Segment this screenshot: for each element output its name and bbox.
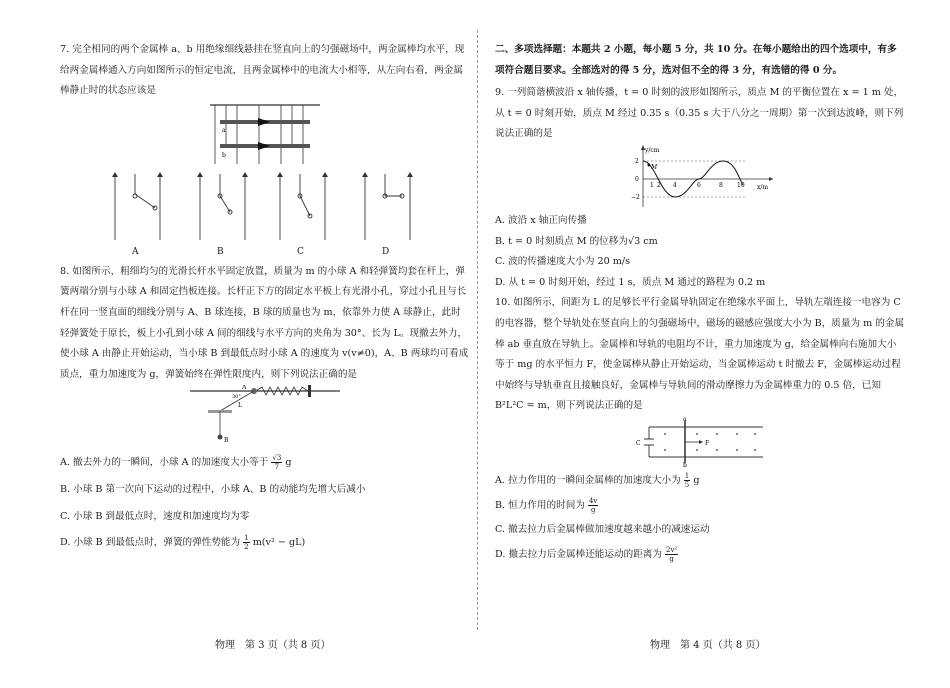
q9-xtick-8: 8 (719, 181, 723, 189)
q10-optD-fraction: $\frac{\text{2v²}}{g}$ (666, 545, 678, 563)
q9-xtick-2: 2 (657, 181, 661, 189)
q8-option-c[interactable]: C. 小球 B 到最低点时，速度和加速度均为零 (60, 510, 250, 522)
q10-optB-fraction: $\frac{4v}{g}$ (588, 496, 598, 514)
q10-label-c: C (636, 439, 641, 447)
q7-option-a[interactable]: A (132, 246, 139, 257)
q9-xlabel: x/m (757, 183, 769, 191)
q8-label-a: A (242, 385, 247, 392)
q7-option-letters (100, 242, 430, 258)
q8-option-d[interactable]: D. 小球 B 到最低点时，弹簧的弹性势能为 $\frac{1}{2}$ m(v² − gL) (60, 534, 306, 552)
question-7-text: 7. 完全相同的两个金属棒 a、b 用绝缘细线悬挂在竖直向上的匀强磁场中，两金属棒均水平，现给两金属棒通入方向如图所示的恒定电流，且两金属棒中的电流大小相等，从左向右看，两金属棒静止时的状态应该是 (60, 44, 465, 97)
q8-option-b[interactable]: B. 小球 B 第一次向下运动的过程中，小球 A、B 的动能均先增大后减小 (60, 483, 366, 495)
q10-label-b: b (683, 461, 687, 467)
q9-option-a[interactable]: A. 波沿 x 轴正向传播 (495, 214, 587, 226)
q8-label-b: B (224, 437, 229, 445)
q7-option-c[interactable]: C (297, 246, 304, 257)
q9-ytick-0: 0 (635, 175, 639, 183)
q10-label-f: F (705, 439, 710, 447)
question-9-text: 9. 一列简谐横波沿 x 轴传播，t = 0 时刻的波形如图所示，质点 M 的平衡位置在 x = 1 m 处，从 t = 0 时刻开始，质点 M 经过 0.35 s（0.35 s 大于八分之一周期）第一次到达波峰，则下列说法正确的是 (495, 87, 904, 140)
q9-wave-graph (625, 145, 775, 209)
right-page-footer: 物理 第 4 页（共 8 页） (650, 640, 766, 651)
q10-option-a[interactable]: A. 拉力作用的一瞬间金属棒的加速度大小为 $\frac{1}{5}$ g (495, 471, 700, 489)
q8-option-a[interactable]: A. 撤去外力的一瞬间，小球 A 的加速度大小等于 $\frac{√3}{7}$ g (60, 454, 292, 472)
q9-ytick-2: 2 (635, 157, 639, 165)
q7-option-b[interactable]: B (217, 246, 224, 257)
q10-option-c[interactable]: C. 撤去拉力后金属棒做加速度越来越小的减速运动 (495, 524, 710, 536)
column-divider (477, 30, 478, 630)
section-2-header: 二、多项选择题：本题共 2 小题，每小题 5 分，共 10 分。在每小题给出的四个选项中，有多项符合题目要求。全部选对的得 5 分，选对但不全的得 3 分，有选错的得 0 分。 (495, 44, 897, 76)
q10-rail-figure (635, 417, 765, 467)
q8-optA-fraction: $\frac{√3}{7}$ (272, 454, 282, 472)
q10-label-a: a (683, 416, 687, 423)
q7-label-a: a (222, 126, 226, 134)
right-column (495, 40, 905, 565)
q9-option-d[interactable]: D. 从 t = 0 时刻开始，经过 1 s，质点 M 通过的路程为 0.2 m (495, 276, 766, 288)
q7-label-b: b (222, 151, 226, 159)
q9-ylabel: y/cm (645, 146, 660, 154)
q10-option-d[interactable]: D. 撤去拉力后金属棒还能运动的距离为 $\frac{\text{2v²}}{g}$ (495, 545, 678, 563)
q10-option-b[interactable]: B. 恒力作用的时间为 $\frac{4v}{g}$ (495, 496, 598, 514)
q9-option-c[interactable]: C. 波的传播速度大小为 20 m/s (495, 256, 631, 268)
q9-xtick-1: 1 (650, 181, 654, 189)
question-8-text: 8. 如图所示，粗细均匀的光滑长杆水平固定放置，质量为 m 的小球 A 和轻弹簧均套在杆上，弹簧两端分别与小球 A 和固定挡板连接。长杆正下方的固定水平板上有光滑小孔，穿过小孔且与长杆在同一竖直面的细线分别与 A、B 球连接，B 球的质量也为 m，依靠外力使 A 球静止，此时轻弹簧处于原长，板上小孔到小球 A 间的细线与水平方向的夹角为 30°、长为 L。现撤去外力，使小球 A 由静止开始运动，当小球 B 到最低点时小球 A 的速度为 v(v≠0)，A、B 两球均可看成质点，重力加速度为 g，弹簧始终在弹性限度内，则下列说法正确的是 (60, 265, 469, 380)
q9-xtick-10: 10 (737, 181, 745, 189)
q8-spring-figure (190, 385, 340, 445)
q9-option-b[interactable]: B. t = 0 时刻质点 M 的位移为√3 cm (495, 235, 658, 247)
q9-xtick-6: 6 (697, 181, 701, 189)
q9-point-m: M (651, 163, 658, 171)
q9-xtick-4: 4 (673, 181, 677, 189)
q7-option-d[interactable]: D (382, 246, 390, 257)
q7-magnetic-field-figure (210, 102, 320, 164)
q8-optD-fraction: $\frac{1}{2}$ (244, 534, 249, 552)
left-column (60, 40, 470, 554)
left-page-footer: 物理 第 3 页（共 8 页） (215, 640, 331, 651)
q8-label-angle: 30° (232, 394, 241, 401)
q7-options-figure (100, 172, 430, 242)
q10-optA-fraction: $\frac{1}{5}$ (684, 471, 690, 489)
question-10-text: 10. 如图所示，间距为 L 的足够长平行金属导轨固定在绝缘水平面上，导轨左端连接一电容为 C 的电容器，整个导轨处在竖直向上的匀强磁场中，磁场的磁感应强度大小为 B，质量为 m 的金属棒 ab 垂直放在导轨上。金属棒和导轨的电阻均不计，重力加速度为 g，给金属棒向右施加大小等于 mg 的水平恒力 F，使金属棒从静止开始运动，当金属棒运动 t 时撤去 F，金属棒运动过程中始终与导轨垂直且接触良好，金属棒与导轨间的滑动摩擦力为金属棒重力的 0.5 倍，已知 B²L²C = m，则下列说法正确的是 (495, 297, 905, 412)
q9-ytick-neg2: −2 (631, 193, 640, 201)
q8-label-l: L (238, 402, 242, 410)
